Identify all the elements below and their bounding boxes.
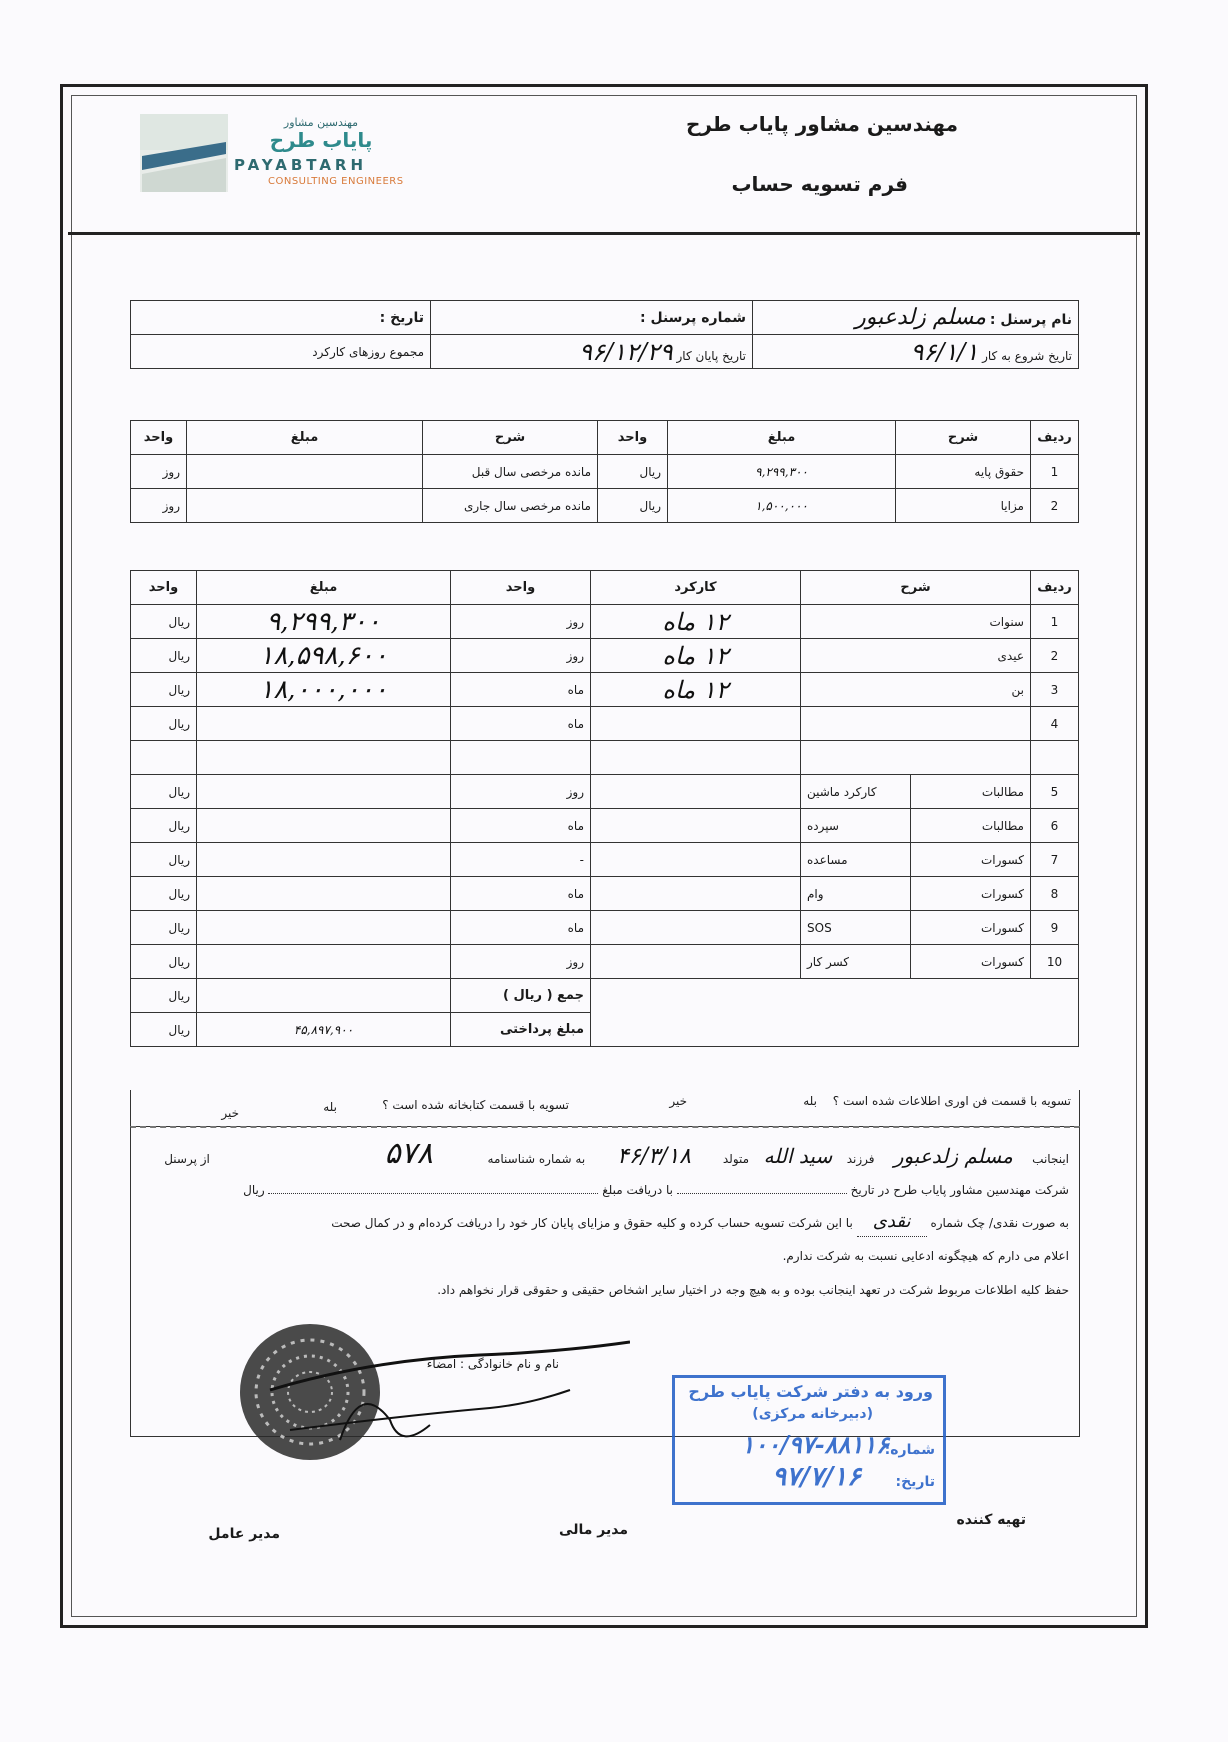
sum-label: جمع ( ریال )	[451, 979, 591, 1013]
sum-amount	[197, 979, 451, 1013]
row-desc: مطالبات	[911, 775, 1031, 809]
row-amount	[197, 945, 451, 979]
st-dob: ۴۶/۳/۱۸	[617, 1144, 691, 1169]
st-name: مسلم زلدعبور	[893, 1144, 1013, 1168]
stamp-num-value: ۱۰۰/۹۷-۸۸۱۱۶	[741, 1430, 889, 1459]
row-desc	[801, 741, 1031, 775]
end-value: ۹۶/۱۲/۲۹	[579, 337, 673, 366]
row-index: 10	[1031, 945, 1079, 979]
start-date-cell	[753, 335, 1079, 369]
st-line2-b: با دریافت مبلغ	[602, 1183, 673, 1197]
row-currency: ریال	[131, 605, 197, 639]
row-desc: مزایا	[896, 489, 1031, 523]
row-index: 2	[1031, 489, 1079, 523]
st-line2-a: شرکت مهندسین مشاور پایاب طرح در تاریخ	[850, 1183, 1069, 1197]
row-amount2	[187, 489, 423, 523]
paid-label: مبلغ پرداختی	[451, 1013, 591, 1047]
start-value: ۹۶/۱/۱	[910, 337, 979, 366]
end-date-cell	[431, 335, 753, 369]
col-header: ردیف	[1031, 571, 1079, 605]
stamp-date-label: تاریخ:	[895, 1474, 935, 1490]
col-header: کارکرد	[591, 571, 801, 605]
lib-no: خیر	[221, 1106, 239, 1120]
total-days-label: مجموع روزهای کارکرد	[312, 344, 424, 359]
row-unit	[451, 741, 591, 775]
row-unit: ماه	[451, 911, 591, 945]
fingerprint-signature-icon	[230, 1320, 630, 1510]
name-value: مسلم زلدعبور	[855, 305, 987, 330]
row-desc: سنوات	[801, 605, 1031, 639]
logo-en-sub: CONSULTING ENGINEERS	[268, 176, 404, 187]
total-days-cell	[131, 335, 431, 369]
row-work	[591, 945, 801, 979]
row-desc: عیدی	[801, 639, 1031, 673]
statement-line-3	[331, 1208, 1069, 1237]
row-sub-desc: سپرده	[801, 809, 911, 843]
row-unit: ماه	[451, 673, 591, 707]
st-line1-b: فرزند	[846, 1152, 875, 1166]
row-currency: ریال	[131, 639, 197, 673]
salary-table	[130, 420, 1079, 523]
it-question: تسویه با قسمت فن اوری اطلاعات شده است ؟	[832, 1094, 1071, 1108]
row-amount: ۱۸,۰۰۰,۰۰۰	[197, 673, 451, 707]
date-cell	[131, 301, 431, 335]
row-amount	[197, 741, 451, 775]
row-work: ۱۲ ماه	[591, 673, 801, 707]
statement-line-4: اعلام می دارم که هیچگونه ادعایی نسبت به شرکت ندارم.	[782, 1249, 1069, 1263]
table-row	[131, 605, 1079, 639]
row-amount	[197, 843, 451, 877]
name-cell	[753, 301, 1079, 335]
row-work	[591, 877, 801, 911]
table-row	[131, 775, 1079, 809]
row-index: 2	[1031, 639, 1079, 673]
row-index: 6	[1031, 809, 1079, 843]
st-line3-b: با این شرکت تسویه حساب کرده و کلیه حقوق و مزایای پایان کار خود را دریافت کرده‌ام و در کمال صحت	[331, 1216, 853, 1230]
st-line1-c: متولد	[722, 1152, 750, 1166]
company-logo	[138, 112, 418, 202]
table-row	[131, 911, 1079, 945]
row-unit: ریال	[598, 455, 668, 489]
row-sub-desc: مساعده	[801, 843, 911, 877]
row-desc2: مانده مرخصی سال قبل	[423, 455, 598, 489]
statement-line-2	[243, 1176, 1069, 1204]
name-label: نام پرسنل :	[989, 312, 1072, 328]
row-unit: ریال	[598, 489, 668, 523]
st-line1-d: به شماره شناسنامه	[487, 1152, 586, 1166]
table-row	[131, 639, 1079, 673]
start-label: تاریخ شروع به کار	[982, 348, 1072, 363]
row-amount	[197, 911, 451, 945]
table-row	[131, 489, 1079, 523]
st-cash: نقدی	[857, 1208, 927, 1237]
row-desc	[801, 707, 1031, 741]
row-unit: ماه	[451, 809, 591, 843]
col-header: واحد	[131, 571, 197, 605]
row-sub-desc: SOS	[801, 911, 911, 945]
col-header: شرح	[896, 421, 1031, 455]
stamp-title: ورود به دفتر شرکت پایاب طرح	[688, 1382, 933, 1401]
row-work: ۱۲ ماه	[591, 605, 801, 639]
table-row	[131, 673, 1079, 707]
row-sub-desc: کارکرد ماشین	[801, 775, 911, 809]
col-header: مبلغ	[187, 421, 423, 455]
header-separator	[68, 232, 1140, 235]
company-name: مهندسین مشاور پایاب طرح	[685, 112, 958, 136]
row-index: 8	[1031, 877, 1079, 911]
stamp-date-value: ۹۷/۷/۱۶	[772, 1462, 861, 1492]
table-row	[131, 809, 1079, 843]
table-row	[131, 741, 1079, 775]
row-unit: ماه	[451, 707, 591, 741]
row-amount	[197, 707, 451, 741]
row-index	[1031, 741, 1079, 775]
row-work	[591, 809, 801, 843]
row-unit2: روز	[131, 455, 187, 489]
st-line1-a: اینجانب	[1032, 1152, 1069, 1166]
form-title: فرم تسویه حساب	[731, 172, 908, 196]
row-unit2: روز	[131, 489, 187, 523]
settlement-table	[130, 570, 1079, 1047]
logo-fa-small: مهندسین مشاور	[283, 116, 359, 129]
sum-row	[131, 979, 1079, 1013]
table-row	[131, 707, 1079, 741]
row-unit: روز	[451, 945, 591, 979]
settlement-table-header	[131, 571, 1079, 605]
row-index: 9	[1031, 911, 1079, 945]
row-desc: کسورات	[911, 843, 1031, 877]
statement-line-5: حفظ کلیه اطلاعات مربوط شرکت در تعهد اینجانب بوده و به هیچ وجه در اختیار سایر اشخاص حقیقی و حقوقی قرار نخواهم داد.	[437, 1283, 1069, 1297]
table-row	[131, 877, 1079, 911]
row-index: 5	[1031, 775, 1079, 809]
logo-fa-name: پایاب طرح	[269, 128, 373, 152]
row-desc: حقوق پایه	[896, 455, 1031, 489]
row-index: 1	[1031, 455, 1079, 489]
st-id: ۵۷۸	[384, 1136, 433, 1171]
row-currency: ریال	[131, 877, 197, 911]
logo-en-name: PAYABTARH	[234, 156, 368, 174]
row-sub-desc: وام	[801, 877, 911, 911]
col-header: شرح	[801, 571, 1031, 605]
row-currency: ریال	[131, 911, 197, 945]
row-index: 1	[1031, 605, 1079, 639]
row-amount	[197, 809, 451, 843]
row-currency: ریال	[131, 843, 197, 877]
row-desc2: مانده مرخصی سال جاری	[423, 489, 598, 523]
row-index: 4	[1031, 707, 1079, 741]
row-currency: ریال	[131, 707, 197, 741]
col-header: واحد	[451, 571, 591, 605]
lib-yes: بله	[323, 1100, 337, 1114]
row-currency: ریال	[131, 673, 197, 707]
row-work	[591, 707, 801, 741]
col-header: واحد	[131, 421, 187, 455]
row-desc: کسورات	[911, 945, 1031, 979]
st-father: سید الله	[763, 1144, 833, 1168]
ceo-label: مدیر عامل	[208, 1526, 280, 1542]
row-work	[591, 741, 801, 775]
row-unit: روز	[451, 775, 591, 809]
row-unit: ماه	[451, 877, 591, 911]
stamp-num-label: شماره:	[884, 1442, 935, 1458]
row-unit: روز	[451, 639, 591, 673]
row-work	[591, 911, 801, 945]
row-desc: کسورات	[911, 877, 1031, 911]
paid-amount: ۴۵,۸۹۷,۹۰۰	[197, 1013, 451, 1047]
stamp-sub: (دبیرخانه مرکزی)	[752, 1406, 873, 1422]
row-amount: ۹,۲۹۹,۳۰۰	[668, 455, 896, 489]
col-header: مبلغ	[197, 571, 451, 605]
sum-currency: ریال	[131, 979, 197, 1013]
row-currency: ریال	[131, 809, 197, 843]
id-label: شماره پرسنل :	[639, 309, 746, 326]
statement-line-1	[164, 1136, 1069, 1173]
row-amount	[197, 775, 451, 809]
end-label: تاریخ پایان کار	[676, 348, 746, 363]
col-header: واحد	[598, 421, 668, 455]
signature-label: نام و نام خانوادگی : امضاء	[426, 1357, 559, 1371]
row-desc: کسورات	[911, 911, 1031, 945]
settlement-strip	[130, 1090, 1080, 1127]
logo-mark-icon	[138, 112, 230, 194]
st-line1-e: از پرسنل	[164, 1152, 210, 1166]
row-work	[591, 775, 801, 809]
paid-currency: ریال	[131, 1013, 197, 1047]
preparer-label: تهیه کننده	[956, 1512, 1026, 1528]
col-header: مبلغ	[668, 421, 896, 455]
row-currency: ریال	[131, 945, 197, 979]
table-row	[131, 843, 1079, 877]
id-cell	[431, 301, 753, 335]
paid-row	[131, 1013, 1079, 1047]
secretariat-stamp	[672, 1375, 946, 1505]
st-line3-a: به صورت نقدی/ چک شماره	[930, 1216, 1069, 1230]
col-header: ردیف	[1031, 421, 1079, 455]
row-desc: مطالبات	[911, 809, 1031, 843]
row-work: ۱۲ ماه	[591, 639, 801, 673]
lib-question: تسویه با قسمت کتابخانه شده است ؟	[382, 1098, 569, 1112]
row-index: 7	[1031, 843, 1079, 877]
col-header: شرح	[423, 421, 598, 455]
personnel-info-table	[130, 300, 1079, 369]
it-yes: بله	[803, 1094, 817, 1108]
row-amount: ۱۸,۵۹۸,۶۰۰	[197, 639, 451, 673]
st-line2-c: ریال	[243, 1183, 265, 1197]
row-currency: ریال	[131, 775, 197, 809]
date-label: تاریخ :	[379, 309, 424, 326]
table-row	[131, 945, 1079, 979]
row-desc: بن	[801, 673, 1031, 707]
row-currency	[131, 741, 197, 775]
finance-manager-label: مدیر مالی	[559, 1522, 628, 1538]
row-amount: ۱,۵۰۰,۰۰۰	[668, 489, 896, 523]
row-amount	[197, 877, 451, 911]
it-no: خیر	[669, 1094, 687, 1108]
row-index: 3	[1031, 673, 1079, 707]
salary-table-header	[131, 421, 1079, 455]
row-amount2	[187, 455, 423, 489]
table-row	[131, 455, 1079, 489]
row-sub-desc: کسر کار	[801, 945, 911, 979]
row-work	[591, 843, 801, 877]
row-unit: -	[451, 843, 591, 877]
row-unit: روز	[451, 605, 591, 639]
row-amount: ۹,۲۹۹,۳۰۰	[197, 605, 451, 639]
